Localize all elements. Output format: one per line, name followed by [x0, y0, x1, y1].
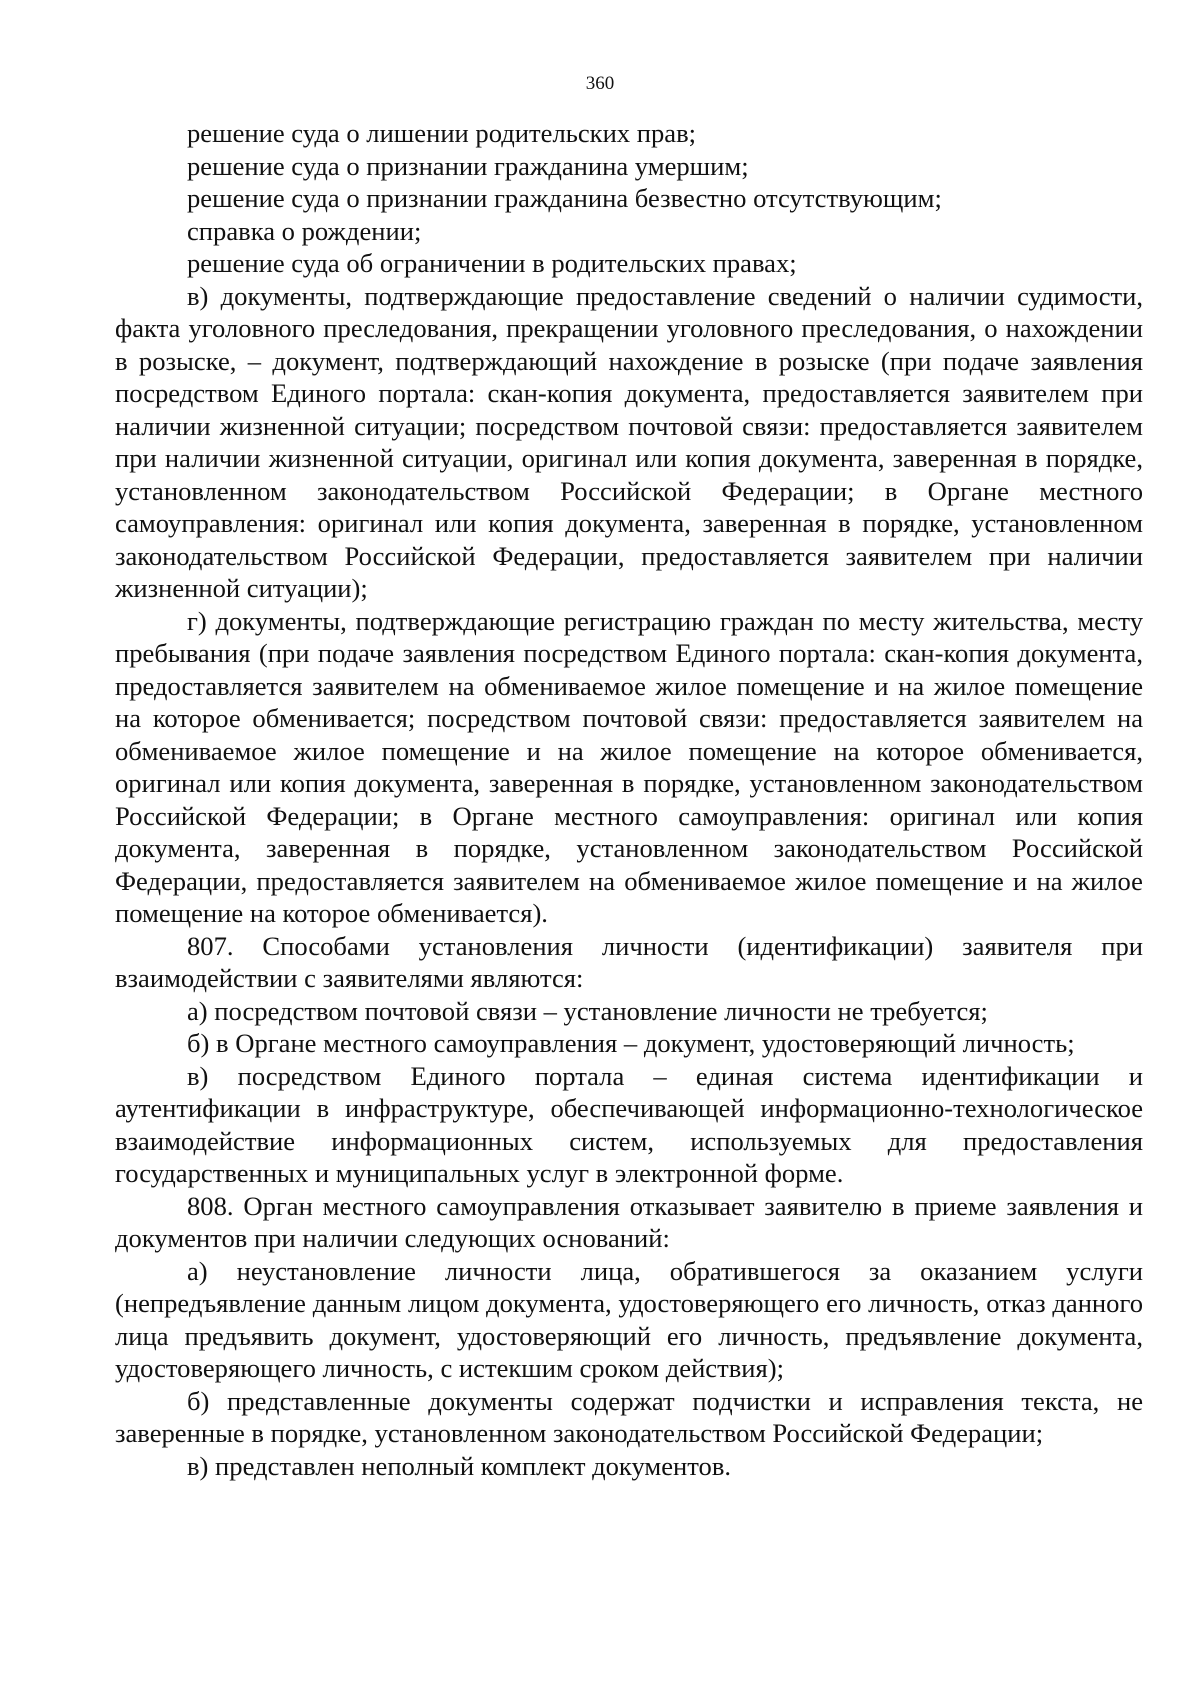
document-body [115, 117, 1143, 1482]
paragraph: решение суда о признании гражданина безвестно отсутствующим; [187, 183, 942, 213]
paragraph: решение суда об ограничении в родительских правах; [187, 248, 797, 278]
paragraph: в) посредством Единого портала – единая система идентификации и аутентификации в инфраструктуре, обеспечивающей информационно-технологическое взаимодействие информационных систем, используемых для предоставления государственных и муниципальных услуг в электронной форме. [115, 1060, 1143, 1188]
paragraph: решение суда о признании гражданина умершим; [187, 150, 749, 181]
paragraph: б) в Органе местного самоуправления – документ, удостоверяющий личность; [187, 1028, 1075, 1058]
paragraph: б) представленные документы содержат подчистки и исправления текста, не заверенные в порядке, установленном законодательством Российской Федерации; [115, 1385, 1143, 1448]
paragraph: справка о рождении; [187, 215, 422, 246]
paragraph: 807. Способами установления личности (идентификации) заявителя при взаимодействии с заявителями являются: [115, 930, 1143, 993]
paragraph: в) представлен неполный комплект документов. [187, 1450, 732, 1481]
paragraph: а) посредством почтовой связи – установление личности не требуется; [187, 995, 988, 1026]
paragraph: 808. Орган местного самоуправления отказывает заявителю в приеме заявления и документов при наличии следующих оснований: [115, 1190, 1143, 1253]
paragraph: решение суда о лишении родительских прав; [187, 118, 697, 148]
paragraph: а) неустановление личности лица, обратившегося за оказанием услуги (непредъявление данным лицом документа, удостоверяющего его личность, отказ данного лица предъявить документ, удостоверяющий его личность, предъявление документа, удостоверяющего личность, с истекшим сроком действия); [115, 1255, 1143, 1383]
paragraph: в) документы, подтверждающие предоставление сведений о наличии судимости, факта уголовного преследования, прекращении уголовного преследования, о нахождении в розыске, – документ, подтверждающий нахождение в розыске (при подаче заявления посредством Единого портала: скан-копия документа, предоставляется заявителем при наличии жизненной ситуации; посредством почтовой связи: предоставляется заявителем при наличии жизненной ситуации, оригинал или копия документа, заверенная в порядке, установленном законодательством Российской Федерации; в Органе местного самоуправления: оригинал или копия документа, заверенная в порядке, установленном законодательством Российской Федерации, предоставляется заявителем при наличии жизненной ситуации); [115, 280, 1143, 603]
paragraph: г) документы, подтверждающие регистрацию граждан по месту жительства, месту пребывания (при подаче заявления посредством Единого портала: скан-копия документа, предоставляется заявителем на обмениваемое жилое помещение и на жилое помещение на которое обменивается; посредством почтовой связи: предоставляется заявителем на обмениваемое жилое помещение и на жилое помещение на которое обменивается, оригинал или копия документа, заверенная в порядке, установленном законодательством Российской Федерации; в Органе местного самоуправления: оригинал или копия документа, заверенная в порядке, установленном законодательством Российской Федерации, предоставляется заявителем на обмениваемое жилое помещение и на жилое помещение на которое обменивается). [115, 605, 1143, 928]
page-number: 360 [585, 73, 615, 94]
